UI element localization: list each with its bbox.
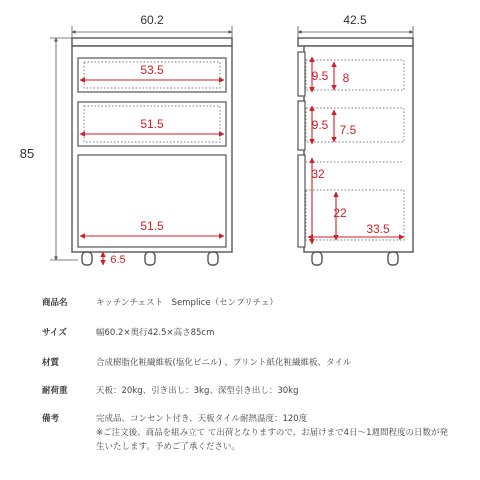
side-drawer-3-front bbox=[298, 155, 305, 247]
caster-height-label: 6.5 bbox=[110, 254, 126, 266]
spec-value-line: 合成樹脂化粧繊維板(塩化ビニル) 、プリント紙化粧繊維板、タイル bbox=[96, 358, 352, 368]
spec-value-line: 完成品、コンセント付き、天板タイル耐熱温度：120度 bbox=[96, 414, 308, 424]
spec-label: 商品名 bbox=[42, 298, 68, 308]
drawer2-width-label: 51.5 bbox=[140, 117, 164, 131]
side-caster-front bbox=[312, 252, 322, 265]
spec-value bbox=[96, 356, 468, 370]
drawer1-width-label: 53.5 bbox=[140, 63, 164, 77]
d2-outer-label: 9.5 bbox=[311, 118, 329, 132]
front-width-label: 60.2 bbox=[140, 13, 164, 27]
spec-value bbox=[96, 296, 468, 310]
side-drawer-1-front bbox=[298, 52, 305, 96]
side-drawer-2-front bbox=[298, 101, 305, 150]
spec-value-line: ※ご注文後、商品を組み立て て出荷となりますので、お届けまで4日〜1週間程度の日数が発 bbox=[96, 428, 448, 438]
side-depth-label: 42.5 bbox=[343, 13, 367, 27]
d1-outer-label: 9.5 bbox=[311, 69, 329, 83]
front-caster-center bbox=[145, 252, 155, 265]
spec-value-line: キッチンチェスト Semplice（センプリチェ） bbox=[96, 298, 278, 308]
front-height-label: 85 bbox=[19, 146, 35, 161]
side-view bbox=[298, 26, 413, 265]
spec-label: 備考 bbox=[42, 414, 60, 424]
spec-value-line: 幅60.2×奥行42.5×高さ85cm bbox=[96, 328, 215, 338]
side-caster-rear bbox=[388, 252, 398, 265]
drawer3-width-label: 51.5 bbox=[140, 219, 164, 233]
d2-inner-label: 7.5 bbox=[339, 123, 357, 137]
spec-label: サイズ bbox=[42, 328, 67, 338]
spec-value bbox=[96, 412, 468, 454]
spec-label: 材質 bbox=[42, 358, 60, 368]
front-top-plate bbox=[72, 38, 232, 46]
front-caster-right bbox=[208, 252, 218, 265]
spec-label: 耐荷重 bbox=[42, 386, 68, 396]
d3-inner-label: 22 bbox=[333, 206, 347, 220]
side-top-plate bbox=[298, 38, 413, 46]
spec-value bbox=[96, 326, 468, 340]
inner-depth-label: 33.5 bbox=[366, 222, 390, 236]
front-caster-left bbox=[82, 252, 92, 265]
spec-value-line: 生いたします。予めご了承ください。 bbox=[96, 442, 240, 452]
d3-outer-label: 32 bbox=[311, 167, 325, 181]
spec-value bbox=[96, 384, 468, 398]
spec-value-line: 天板：20kg、引き出し：3kg、深型引き出し：30kg bbox=[96, 386, 299, 396]
d1-inner-label: 8 bbox=[342, 71, 350, 85]
